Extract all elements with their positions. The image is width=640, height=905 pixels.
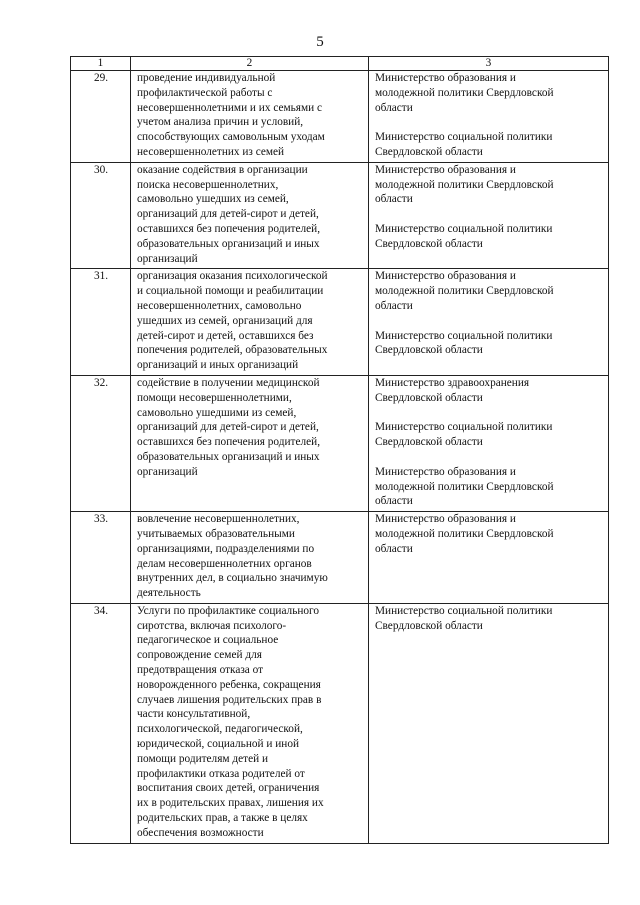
executor-text-line: Свердловской области [375,237,483,250]
executor-text-line: Министерство социальной политики [375,222,553,235]
executor-list [369,603,609,843]
executor-gap [375,115,603,130]
row-number: 30. [71,162,131,269]
executor-list [369,269,609,376]
measure-description [131,603,369,843]
executor-text-line: Министерство образования и [375,163,516,176]
executor-text-line: Министерство образования и [375,270,516,283]
measure-text-line: организаций [137,465,198,478]
executor-gap [375,207,603,222]
measure-text-line: новорожденного ребенка, сокращения [137,678,321,691]
measure-text-line: поиска несовершеннолетних, [137,178,279,191]
executor-text-line: Свердловской области [375,391,483,404]
executor-gap [375,406,603,421]
column-header-measure: 2 [131,57,369,71]
measure-text-line: профилактической работы с [137,86,273,99]
executor-text-line: Свердловской области [375,436,483,449]
measure-text-line: организаций [137,252,198,265]
measure-text-line: ушедших из семей, организаций для [137,314,313,327]
measure-text-line: помощи родителям детей и [137,752,268,765]
measure-text-line: попечения родителей, образовательных [137,344,328,357]
table-row [71,375,609,511]
executor-text-line: молодежной политики Свердловской [375,527,554,540]
table-row [71,162,609,269]
executor-text-line: Министерство образования и [375,72,516,84]
measure-text-line: оставшихся без попечения родителей, [137,436,321,449]
table-row [71,71,609,163]
measure-text-line: учитываемых образовательными [137,527,295,540]
executor-text-line: молодежной политики Свердловской [375,285,554,298]
measure-text-line: Услуги по профилактике социального [137,604,320,617]
measure-text-line: проведение индивидуальной [137,72,276,84]
column-header-executor: 3 [369,57,609,71]
row-number: 29. [71,71,131,163]
measure-text-line: сиротства, включая психолого- [137,619,287,632]
measure-text-line: самовольно ушедшими из семей, [137,406,297,419]
measure-text-line: деятельность [137,587,201,600]
measure-text-line: оказание содействия в организации [137,163,308,176]
measure-text-line: организациями, подразделениями по [137,542,315,555]
measure-text-line: несовершеннолетних, самовольно [137,299,302,312]
measure-text-line: организаций для детей-сирот и детей, [137,208,319,221]
executor-text-line: области [375,101,413,114]
measure-text-line: несовершеннолетних из семей [137,145,285,158]
measure-text-line: случаев лишения родительских прав в [137,693,322,706]
measure-description [131,269,369,376]
measure-text-line: родительских прав, а также в целях [137,812,308,825]
executor-list [369,162,609,269]
executor-text-line: молодежной политики Свердловской [375,480,554,493]
executor-text-line: области [375,193,413,206]
measure-text-line: учетом анализа причин и условий, [137,116,304,129]
measure-text-line: содействие в получении медицинской [137,376,320,389]
executor-text-line: Министерство социальной политики [375,329,553,342]
executor-text-line: Министерство образования и [375,513,516,526]
measure-text-line: способствующих самовольным уходам [137,131,325,144]
measure-text-line: детей-сирот и детей, оставшихся без [137,329,314,342]
executor-text-line: Министерство социальной политики [375,131,553,144]
measure-text-line: обеспечения возможности [137,826,264,839]
measure-text-line: педагогическое и социальное [137,634,279,647]
column-header-number: 1 [71,57,131,71]
measure-text-line: их в родительских правах, лишения их [137,797,324,810]
measure-text-line: организаций и иных организаций [137,359,299,372]
measure-text-line: профилактики отказа родителей от [137,767,305,780]
executor-list [369,375,609,511]
executor-text-line: области [375,299,413,312]
table-header-row [71,57,609,71]
measure-text-line: и социальной помощи и реабилитации [137,285,324,298]
measure-text-line: самовольно ушедших из семей, [137,193,289,206]
table-row [71,603,609,843]
measure-description [131,375,369,511]
measure-description [131,512,369,604]
executor-text-line: Министерство образования и [375,465,516,478]
row-number: 34. [71,603,131,843]
measure-text-line: помощи несовершеннолетними, [137,391,292,404]
page-number: 5 [316,34,324,50]
measure-description [131,162,369,269]
executor-text-line: Министерство здравоохранения [375,376,530,389]
measure-text-line: несовершеннолетними и их семьями с [137,101,323,114]
executor-list [369,71,609,163]
executor-text-line: Свердловской области [375,344,483,357]
table-row [71,269,609,376]
measure-text-line: организация оказания психологической [137,270,328,283]
executor-list [369,512,609,604]
measure-text-line: делам несовершеннолетних органов [137,557,312,570]
measure-text-line: образовательных организаций и иных [137,237,320,250]
executor-text-line: Свердловской области [375,619,483,632]
measure-text-line: образовательных организаций и иных [137,450,320,463]
executor-text-line: молодежной политики Свердловской [375,178,554,191]
measure-text-line: организаций для детей-сирот и детей, [137,421,319,434]
row-number: 33. [71,512,131,604]
executor-text-line: Министерство социальной политики [375,604,553,617]
measure-text-line: психологической, педагогической, [137,723,303,736]
measure-text-line: части консультативной, [137,708,251,721]
executor-gap [375,450,603,465]
measure-text-line: внутренних дел, в социально значимую [137,572,328,585]
measure-text-line: юридической, социальной и иной [137,738,300,751]
executor-text-line: области [375,495,413,508]
measure-text-line: оставшихся без попечения родителей, [137,222,321,235]
measures-table [70,56,609,844]
executor-text-line: Свердловской области [375,145,483,158]
measure-text-line: сопровождение семей для [137,649,262,662]
measure-text-line: воспитания своих детей, ограничения [137,782,320,795]
row-number: 31. [71,269,131,376]
executor-text-line: области [375,542,413,555]
table-row [71,512,609,604]
row-number: 32. [71,375,131,511]
executor-text-line: молодежной политики Свердловской [375,86,554,99]
measure-description [131,71,369,163]
table-body [71,71,609,844]
executor-text-line: Министерство социальной политики [375,421,553,434]
measure-text-line: предотвращения отказа от [137,664,264,677]
executor-gap [375,314,603,329]
measure-text-line: вовлечение несовершеннолетних, [137,513,300,526]
